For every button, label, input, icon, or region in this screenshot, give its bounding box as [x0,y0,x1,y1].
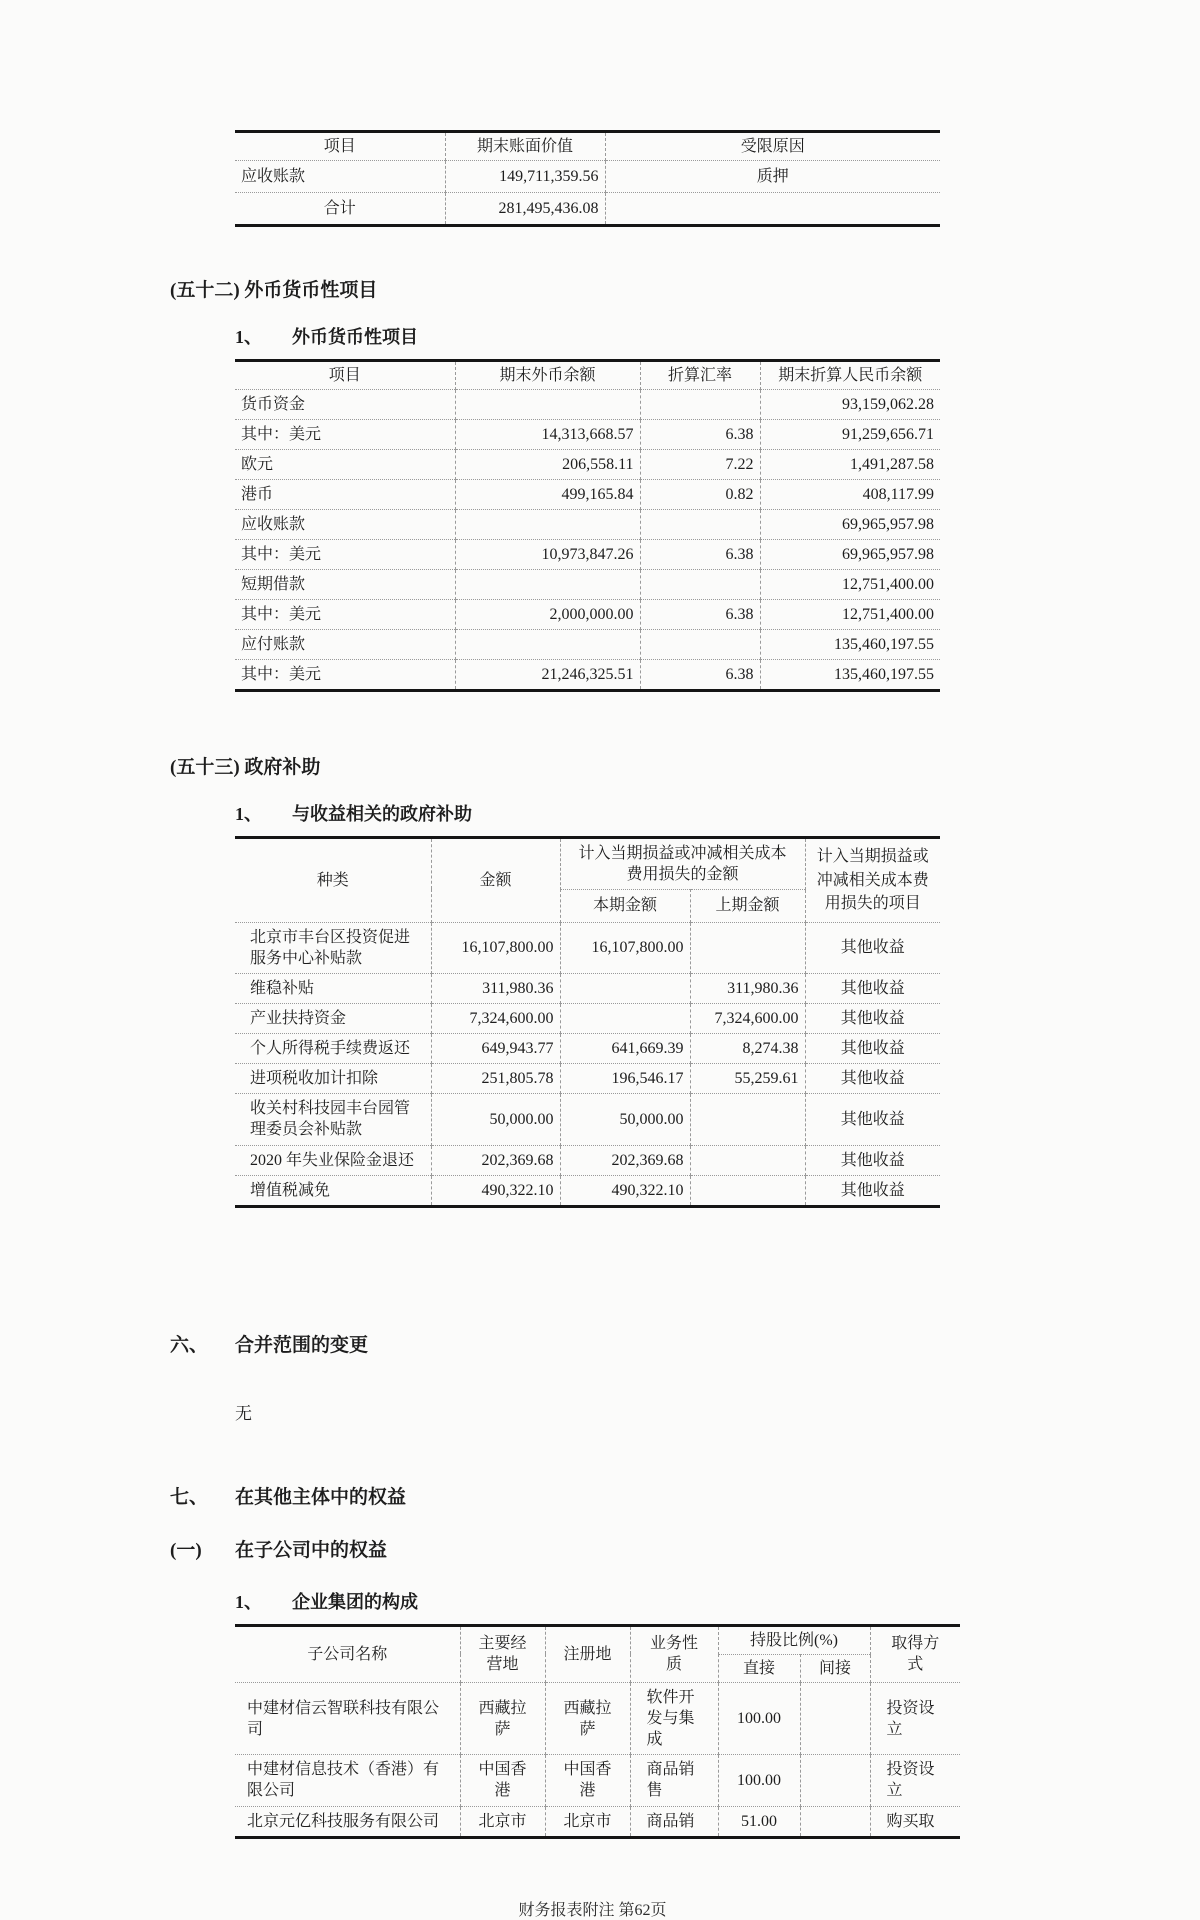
column-header-current-amount: 本期金额 [560,889,690,922]
cell-name: 北京元亿科技服务有限公司 [235,1806,460,1837]
cell-kind: 2020 年失业保险金退还 [235,1145,431,1175]
cell-foreign-balance: 206,558.11 [455,449,640,479]
cell-prior: 7,324,600.00 [690,1004,805,1034]
cell-amount: 7,324,600.00 [431,1004,560,1034]
cell-registered-place: 西藏拉萨 [545,1683,630,1755]
column-header-exchange-rate: 折算汇率 [640,360,760,389]
cell-rmb-balance: 91,259,656.71 [760,419,940,449]
section-6-heading [170,1330,1200,1357]
section-title: 在其他主体中的权益 [235,1486,407,1508]
column-header-business-nature: 业务性质 [630,1625,718,1682]
cell-kind: 进项税收加计扣除 [235,1064,431,1094]
cell-item: 港币 [235,479,455,509]
cell-rate: 7.22 [640,449,760,479]
cell-current: 641,669.39 [560,1034,690,1064]
section-7-heading [170,1482,1200,1509]
cell-rmb-balance: 12,751,400.00 [760,599,940,629]
cell-operating-place: 北京市 [460,1806,545,1837]
table-row [235,161,940,193]
section-6-body: 无 [235,1403,252,1423]
cell-foreign-balance [455,509,640,539]
table-header-row [235,360,940,389]
cell-business: 商品销售 [630,1755,718,1806]
cell-kind: 产业扶持资金 [235,1004,431,1034]
table-row [235,599,940,629]
cell-value: 281,495,436.08 [445,193,605,226]
sub-section-title: 在子公司中的权益 [235,1539,388,1561]
cell-rmb-balance: 408,117.99 [760,479,940,509]
table-row [235,1064,940,1094]
cell-pl-item: 其他收益 [805,1034,940,1064]
subsidiaries-table [235,1624,960,1839]
table-row [235,1175,940,1206]
cell-foreign-balance: 10,973,847.26 [455,539,640,569]
cell-direct: 100.00 [718,1755,800,1806]
cell-item: 其中：美元 [235,419,455,449]
cell-indirect [800,1806,870,1837]
cell-kind: 增值税减免 [235,1175,431,1206]
table-row [235,569,940,599]
item-number: 1、 [235,326,262,347]
cell-name: 中建材信云智联科技有限公司 [235,1683,460,1755]
cell-kind: 收关村科技园丰台园管理委员会补贴款 [235,1094,431,1145]
table-row [235,1806,960,1837]
cell-reason: 质押 [605,161,940,193]
table-header [235,837,940,922]
column-header-item: 项目 [235,360,455,389]
cell-current [560,973,690,1003]
table-row [235,1034,940,1064]
cell-direct: 100.00 [718,1683,800,1755]
table-row [235,479,940,509]
cell-amount: 16,107,800.00 [431,922,560,973]
cell-operating-place: 西藏拉萨 [460,1683,545,1755]
column-header-registered-place: 注册地 [545,1625,630,1682]
cell-rmb-balance: 69,965,957.98 [760,509,940,539]
table-header-row [235,837,940,889]
cell-pl-item: 其他收益 [805,1064,940,1094]
cell-direct: 51.00 [718,1806,800,1837]
table-row [235,509,940,539]
column-header-rmb-balance: 期末折算人民币余额 [760,360,940,389]
section-number: 六、 [170,1334,209,1356]
column-header-shareholding-group: 持股比例(%) [718,1625,870,1654]
cell-foreign-balance: 499,165.84 [455,479,640,509]
table-header-row [235,132,940,161]
cell-rate: 6.38 [640,599,760,629]
table-row [235,629,940,659]
cell-rate [640,569,760,599]
cell-pl-item: 其他收益 [805,1145,940,1175]
column-header-ending-book-value: 期末账面价值 [445,132,605,161]
cell-item: 应收账款 [235,509,455,539]
cell-current: 202,369.68 [560,1145,690,1175]
column-header-pl-amount-group: 计入当期损益或冲减相关成本费用损失的金额 [560,837,805,889]
cell-business: 商品销 [630,1806,718,1837]
government-grants-table [235,836,940,1208]
cell-pl-item: 其他收益 [805,1094,940,1145]
cell-item: 其中：美元 [235,539,455,569]
cell-pl-item: 其他收益 [805,922,940,973]
financial-notes-page [0,130,1200,1919]
cell-rate: 6.38 [640,659,760,690]
section-title: 合并范围的变更 [235,1334,369,1356]
cell-foreign-balance: 21,246,325.51 [455,659,640,690]
column-header-operating-place: 主要经营地 [460,1625,545,1682]
table-row [235,389,940,419]
item-number: 1、 [235,1591,262,1612]
cell-rmb-balance: 69,965,957.98 [760,539,940,569]
cell-amount: 50,000.00 [431,1094,560,1145]
cell-amount: 251,805.78 [431,1064,560,1094]
cell-current: 490,322.10 [560,1175,690,1206]
table-row [235,1094,940,1145]
item-title: 外币货币性项目 [292,326,418,347]
cell-item: 应付账款 [235,629,455,659]
table-body [235,1683,960,1838]
cell-acquisition: 投资设立 [870,1683,960,1755]
cell-amount: 311,980.36 [431,973,560,1003]
section-53-heading: (五十三) 政府补助 [170,756,321,778]
cell-prior: 55,259.61 [690,1064,805,1094]
cell-rmb-balance: 135,460,197.55 [760,659,940,690]
table-header-row [235,1625,960,1654]
cell-pl-item: 其他收益 [805,1175,940,1206]
section-number: 七、 [170,1486,209,1508]
cell-kind: 维稳补贴 [235,973,431,1003]
cell-item: 其中：美元 [235,659,455,690]
cell-prior [690,922,805,973]
column-header-kind: 种类 [235,837,431,922]
section-52-item-1-heading [235,323,1200,349]
cell-item: 应收账款 [235,161,445,193]
cell-item: 其中：美元 [235,599,455,629]
table-row [235,539,940,569]
column-header-pl-item: 计入当期损益或冲减相关成本费用损失的项目 [805,837,940,922]
item-number: 1、 [235,803,262,824]
cell-prior: 311,980.36 [690,973,805,1003]
column-header-indirect: 间接 [800,1654,870,1682]
column-header-acquisition-method: 取得方式 [870,1625,960,1682]
section-52-heading: (五十二) 外币货币性项目 [170,280,378,302]
cell-registered-place: 北京市 [545,1806,630,1837]
cell-reason [605,193,940,226]
cell-amount: 649,943.77 [431,1034,560,1064]
cell-operating-place: 中国香港 [460,1755,545,1806]
cell-pl-item: 其他收益 [805,973,940,1003]
cell-kind: 北京市丰台区投资促进服务中心补贴款 [235,922,431,973]
cell-indirect [800,1755,870,1806]
cell-prior [690,1145,805,1175]
item-title: 与收益相关的政府补助 [292,803,472,824]
table-row [235,419,940,449]
table-header [235,1625,960,1682]
cell-item: 欧元 [235,449,455,479]
restricted-assets-table [235,130,940,227]
section-53-item-1-heading [235,800,1200,826]
table-row [235,1004,940,1034]
section-7-sub-1-heading [170,1535,1200,1562]
table-row [235,922,940,973]
table-body [235,161,940,226]
cell-current: 50,000.00 [560,1094,690,1145]
cell-rate: 0.82 [640,479,760,509]
cell-current [560,1004,690,1034]
cell-prior [690,1094,805,1145]
cell-prior: 8,274.38 [690,1034,805,1064]
column-header-restriction-reason: 受限原因 [605,132,940,161]
table-row [235,449,940,479]
cell-foreign-balance: 14,313,668.57 [455,419,640,449]
cell-foreign-balance [455,389,640,419]
table-row [235,1755,960,1806]
page-footer: 财务报表附注 第62页 [518,1901,667,1919]
column-header-amount: 金额 [431,837,560,922]
cell-amount: 490,322.10 [431,1175,560,1206]
cell-rate [640,629,760,659]
table-body [235,922,940,1206]
cell-rmb-balance: 135,460,197.55 [760,629,940,659]
table-header [235,132,940,161]
table-row [235,659,940,690]
cell-foreign-balance: 2,000,000.00 [455,599,640,629]
cell-kind: 个人所得税手续费返还 [235,1034,431,1064]
column-header-prior-amount: 上期金额 [690,889,805,922]
cell-rate [640,389,760,419]
cell-item: 货币资金 [235,389,455,419]
cell-acquisition: 购买取 [870,1806,960,1837]
table-row [235,1683,960,1755]
cell-rmb-balance: 1,491,287.58 [760,449,940,479]
cell-current: 196,546.17 [560,1064,690,1094]
table-row [235,1145,940,1175]
item-title: 企业集团的构成 [292,1591,418,1612]
foreign-currency-items-table [235,359,940,692]
section-7-item-1-heading [235,1588,1200,1614]
cell-foreign-balance [455,569,640,599]
cell-pl-item: 其他收益 [805,1004,940,1034]
cell-current: 16,107,800.00 [560,922,690,973]
table-row [235,193,940,226]
cell-foreign-balance [455,629,640,659]
cell-value: 149,711,359.56 [445,161,605,193]
table-body [235,389,940,690]
table-row [235,973,940,1003]
cell-acquisition: 投资设立 [870,1755,960,1806]
column-header-item: 项目 [235,132,445,161]
cell-amount: 202,369.68 [431,1145,560,1175]
cell-prior [690,1175,805,1206]
cell-rate: 6.38 [640,539,760,569]
column-header-subsidiary-name: 子公司名称 [235,1625,460,1682]
cell-item: 短期借款 [235,569,455,599]
cell-item: 合计 [235,193,445,226]
cell-indirect [800,1683,870,1755]
cell-rmb-balance: 12,751,400.00 [760,569,940,599]
sub-section-number: (一) [170,1539,202,1561]
table-header [235,360,940,389]
cell-rmb-balance: 93,159,062.28 [760,389,940,419]
cell-registered-place: 中国香港 [545,1755,630,1806]
cell-name: 中建材信息技术（香港）有限公司 [235,1755,460,1806]
column-header-foreign-balance: 期末外币余额 [455,360,640,389]
cell-rate [640,509,760,539]
cell-business: 软件开发与集成 [630,1683,718,1755]
cell-rate: 6.38 [640,419,760,449]
column-header-direct: 直接 [718,1654,800,1682]
